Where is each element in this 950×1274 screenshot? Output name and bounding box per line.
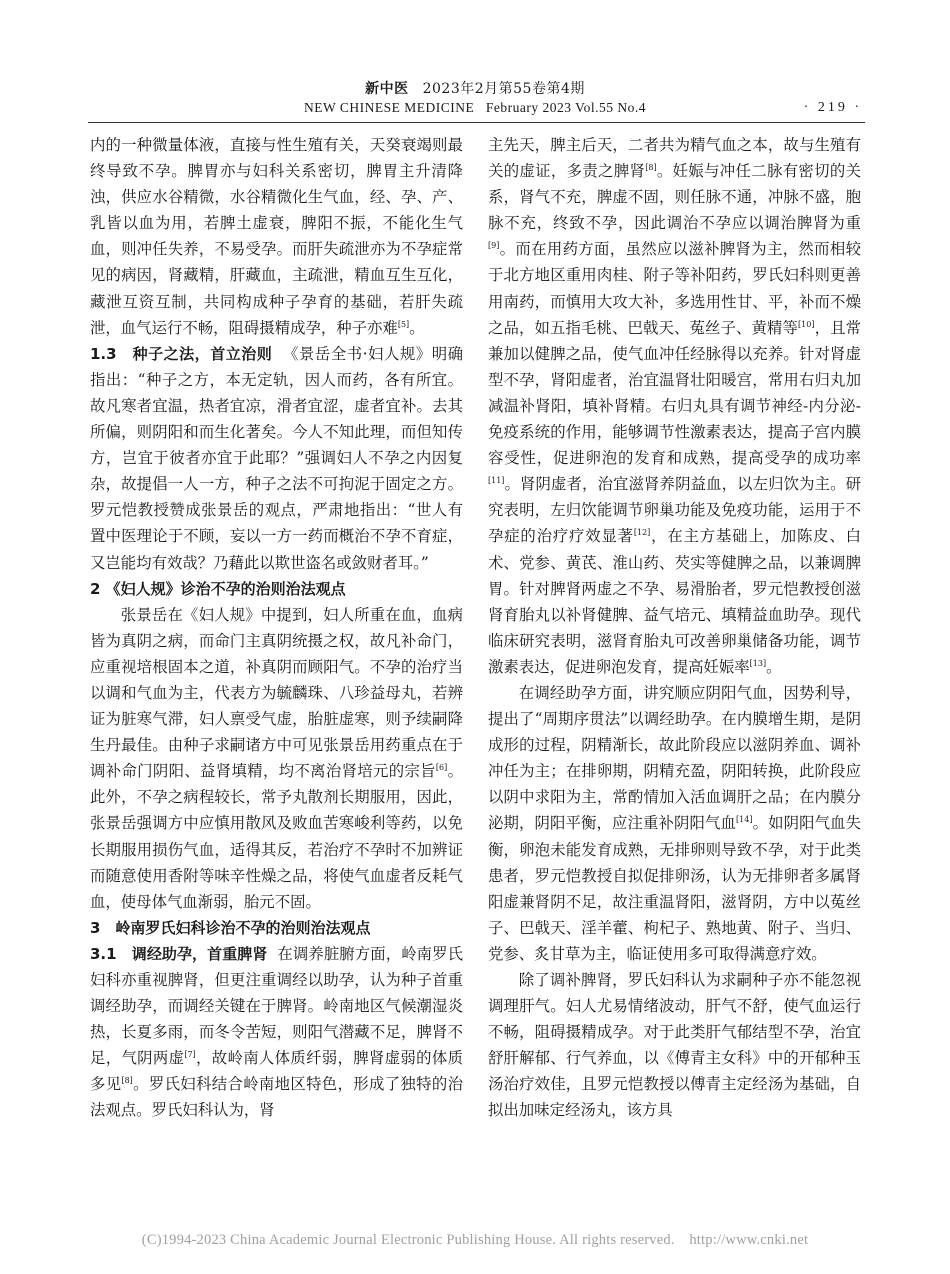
citation: [6] bbox=[435, 763, 448, 773]
paragraph: 内的一种微量体液，直接与性生殖有关，天癸衰竭则最终导致不孕。脾胃亦与妇科关系密切，脾胃主升清降浊，供应水谷精微，水谷精微化生气血，经、孕、产、乳皆以血为用，若脾土虚衰，脾阳不振，不能化生气血，则冲任失养，不易受孕。而肝失疏泄亦为不孕症常见的病因，肾藏精，肝藏血，主疏泄，精血互生互化，藏泄互资互制，共同构成种子孕育的基础，若肝失疏泄，血气运行不畅，阻碍摄精成孕，种子亦难[5]。 bbox=[90, 136, 463, 337]
journal-name-en: NEW CHINESE MEDICINE bbox=[304, 100, 475, 115]
citation: [8] bbox=[121, 1076, 133, 1086]
subsection-heading: 3.1 调经助孕，首重脾肾 bbox=[90, 944, 268, 963]
paragraph: 在调经助孕方面，讲究顺应阴阳气血，因势利导，提出了“周期序贯法”以调经助孕。在内膜增生期，是阴成形的过程，阴精渐长，故此阶段应以滋阴养血、调补冲任为主；在排卵期，阴精充盈，阴阳转换，此阶段应以阴中求阳为主，常酌情加入活血调肝之品；在内膜分泌期，阴阳平衡，应注重补阴阳气血[14]。如阴阳气血失衡，卵泡未能发育成熟，无排卵则导致不孕，对于此类患者，罗元恺教授自拟促排卵汤，认为无排卵者多属肾阳虚兼肾阴不足，故注重温肾阳，滋肾阴，方中以菟丝子、巴戟天、淫羊藿、枸杞子、熟地黄、附子、当归、党参、炙甘草为主，临证使用多可取得满意疗效。 bbox=[488, 683, 861, 963]
section-heading-2: 2 《妇人规》诊治不孕的治则治法观点 bbox=[90, 579, 346, 598]
page-number: · 219 · bbox=[803, 100, 862, 115]
left-column bbox=[90, 132, 463, 1124]
issue-info-en: February 2023 Vol.55 No.4 bbox=[485, 100, 646, 115]
right-column bbox=[488, 132, 861, 1124]
citation: [9] bbox=[488, 241, 500, 251]
citation: [13] bbox=[749, 658, 767, 668]
copyright-footer: (C)1994-2023 China Academic Journal Electronic Publishing House. All rights reserved. http://www.cnki.net bbox=[141, 1232, 809, 1248]
citation: [7] bbox=[184, 1050, 196, 1060]
paragraph: 张景岳在《妇人规》中提到，妇人所重在血，血病皆为真阴之病，而命门主真阴统摄之权，故凡补命门，应重视培根固本之道，补真阴而顾阳气。不孕的治疗当以调和气血为主，代表方为毓麟珠、八珍益母丸，若辨证为脏寒气滞，妇人禀受气虚，胎脏虚寒，则予续嗣降生丹最佳。由种子求嗣诸方中可见张景岳用药重点在于调补命门阴阳、益肾填精，均不离治肾培元的宗旨[6]。此外，不孕之病程较长，常予丸散剂长期服用，因此，张景岳强调方中应慎用散风及败血苦寒峻利等药，以免长期服用损伤气血，适得其反，若治疗不孕时不加辨证而随意使用香附等味辛性燥之品，将使气血虚者反耗气血，使母体气血渐弱，胎元不固。 bbox=[90, 605, 463, 911]
citation: [8] bbox=[645, 163, 657, 173]
issue-info-cn: 2023年2月第55卷第4期 bbox=[422, 81, 585, 97]
section-3-1: 3.1 调经助孕，首重脾肾 在调养脏腑方面，岭南罗氏妇科亦重视脾肾，但更注重调经以助孕，认为种子首重调经助孕，而调经关键在于脾肾。岭南地区气候潮湿炎热，长夏多雨，而冬令苦短，则阳气潜藏不足，脾肾不足，气阴两虚[7]，故岭南人体质纤弱，脾肾虚弱的体质多见[8]。罗氏妇科结合岭南地区特色，形成了独特的治法观点。罗氏妇科认为，肾 bbox=[90, 944, 463, 1120]
citation: [14] bbox=[736, 815, 753, 825]
section-heading-3: 3 岭南罗氏妇科诊治不孕的治则治法观点 bbox=[90, 918, 371, 937]
subsection-heading: 1.3 种子之法，首立治则 bbox=[90, 344, 273, 363]
citation: [12] bbox=[633, 528, 651, 538]
running-header bbox=[0, 0, 950, 122]
header-divider bbox=[88, 122, 865, 123]
section-1-3: 1.3 种子之法，首立治则 《景岳全书·妇人规》明确指出：“种子之方，本无定轨，因人而药，各有所宜。故凡寒者宜温，热者宜凉，滑者宜涩，虚者宜补。去其所偏，则阴阳和而生化著矣。今人不知此理，而但知传方，岂宜于彼者亦宜于此耶？”强调妇人不孕之内因复杂，故提倡一人一方，种子之法不可拘泥于固定之方。罗元恺教授赞成张景岳的观点，严肃地指出：“世人有置中医理论于不顾，妄以一方一药而概治不孕不育症，又岂能均有效哉？乃藉此以欺世盗名或敛财者耳。” bbox=[90, 344, 463, 572]
citation: [5] bbox=[397, 319, 410, 329]
citation: [10] bbox=[798, 319, 815, 329]
paragraph: 除了调补脾肾，罗氏妇科认为求嗣种子亦不能忽视调理肝气。妇人尤易情绪波动，肝气不舒，使气血运行不畅，阻碍摄精成孕。对于此类肝气郁结型不孕，治宜舒肝解郁、行气养血，以《傅青主女科》中的开郁种玉汤治疗效佳，且罗元恺教授以傅青主定经汤为基础，自拟出加味定经汤丸，该方具 bbox=[488, 971, 861, 1120]
paragraph: 主先天，脾主后天，二者共为精气血之本，故与生殖有关的虚证，多责之脾肾[8]。妊娠与冲任二脉有密切的关系，肾气不充，脾虚不固，则任脉不通，冲脉不盛，胞脉不充，终致不孕，因此调治不孕应以调治脾肾为重[9]。而在用药方面，虽然应以滋补脾肾为主，然而相较于北方地区重用肉桂、附子等补阳药，罗氏妇科则更善用南药，而慎用大攻大补，多选用性甘、平，补而不燥之品，如五指毛桃、巴戟天、菟丝子、黄精等[10]，且常兼加以健脾之品，使气血冲任经脉得以充养。针对肾虚型不孕，肾阳虚者，治宜温肾壮阳暖宫，常用右归丸加减温补肾阳，填补肾精。右归丸具有调节神经-内分泌-免疫系统的作用，能够调节性激素表达，提高子宫内膜容受性，促进卵泡的发育和成熟，提高受孕的成功率[11]。肾阴虚者，治宜滋肾养阴益血，以左归饮为主。研究表明，左归饮能调节卵巢功能及免疫功能，运用于不孕症的治疗疗效显著[12]，在主方基础上，加陈皮、白术、党参、黄芪、淮山药、芡实等健脾之品，以兼调脾胃。针对脾肾两虚之不孕、易滑胎者，罗元恺教授创滋肾育胎丸以补肾健脾、益气培元、填精益血助孕。现代临床研究表明，滋肾育胎丸可改善卵巢储备功能，调节激素表达，促进卵泡发育，提高妊娠率[13]。 bbox=[488, 136, 861, 676]
journal-name-cn: 新中医 bbox=[365, 81, 409, 97]
journal-header-cn bbox=[0, 78, 950, 98]
citation: [11] bbox=[488, 476, 505, 486]
